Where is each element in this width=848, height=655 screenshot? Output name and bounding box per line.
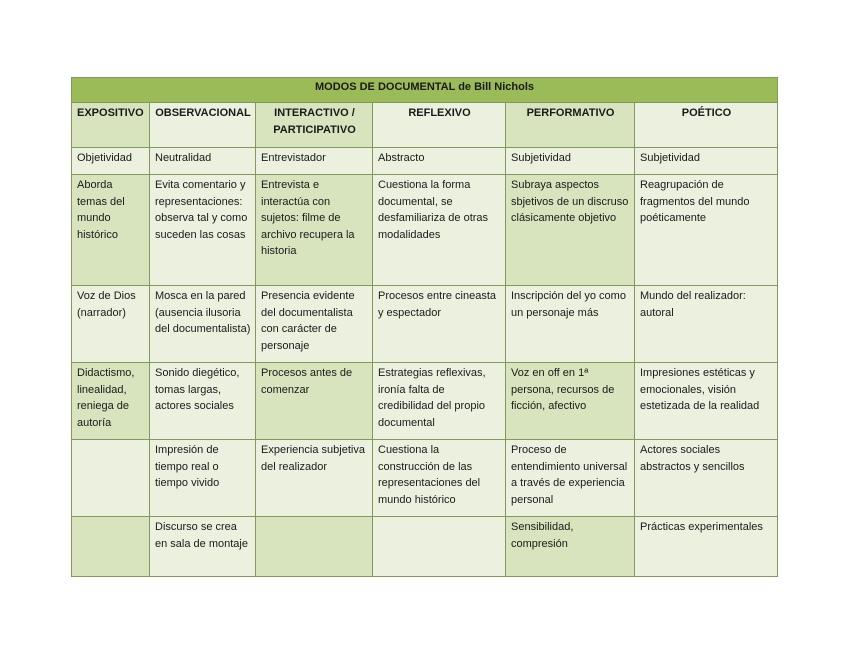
table-cell: Impresiones estéticas y emocionales, visión estetizada de la realidad (635, 363, 778, 440)
table-cell: Aborda temas del mundo histórico (72, 175, 150, 286)
table-cell: Subjetividad (635, 148, 778, 175)
table-cell: Subraya aspectos sbjetivos de un discruso clásicamente objetivo (506, 175, 635, 286)
table-cell (256, 517, 373, 577)
table-cell: Actores sociales abstractos y sencillos (635, 440, 778, 517)
table-cell: Objetividad (72, 148, 150, 175)
table-cell (373, 517, 506, 577)
table-cell: Impresión de tiempo real o tiempo vivido (150, 440, 256, 517)
table-title: MODOS DE DOCUMENTAL de Bill Nichols (72, 78, 778, 103)
table-cell: Proceso de entendimiento universal a través de experiencia personal (506, 440, 635, 517)
table-cell: Prácticas experimentales (635, 517, 778, 577)
table-cell: Estrategias reflexivas, ironía falta de credibilidad del propio documental (373, 363, 506, 440)
table-cell: Experiencia subjetiva del realizador (256, 440, 373, 517)
header-observacional: OBSERVACIONAL (150, 103, 256, 148)
header-reflexivo: REFLEXIVO (373, 103, 506, 148)
table-row (72, 517, 778, 577)
table-cell: Voz en off en 1ª persona, recursos de ficción, afectivo (506, 363, 635, 440)
table-cell: Procesos entre cineasta y espectador (373, 286, 506, 363)
table-row (72, 175, 778, 286)
table-row (72, 148, 778, 175)
table-header-row (72, 103, 778, 148)
table-cell: Evita comentario y representaciones: observa tal y como suceden las cosas (150, 175, 256, 286)
table-title-row (72, 78, 778, 103)
table-cell (72, 517, 150, 577)
table-row (72, 286, 778, 363)
table-cell: Mosca en la pared (ausencia ilusoria del documentalista) (150, 286, 256, 363)
table-row (72, 363, 778, 440)
header-performativo: PERFORMATIVO (506, 103, 635, 148)
table-cell: Didactismo, linealidad, reniega de autoría (72, 363, 150, 440)
table-cell: Cuestiona la forma documental, se desfamiliariza de otras modalidades (373, 175, 506, 286)
documentary-modes-table (71, 77, 778, 577)
table-cell: Voz de Dios (narrador) (72, 286, 150, 363)
header-expositivo: EXPOSITIVO (72, 103, 150, 148)
table-cell: Neutralidad (150, 148, 256, 175)
table-cell: Inscripción del yo como un personaje más (506, 286, 635, 363)
table-cell: Entrevistador (256, 148, 373, 175)
table-cell: Procesos antes de comenzar (256, 363, 373, 440)
header-poetico: POÉTICO (635, 103, 778, 148)
table-cell: Abstracto (373, 148, 506, 175)
table-cell: Mundo del realizador: autoral (635, 286, 778, 363)
table-row (72, 440, 778, 517)
table-cell: Cuestiona la construcción de las representaciones del mundo histórico (373, 440, 506, 517)
table-cell: Entrevista e interactúa con sujetos: filme de archivo recupera la historia (256, 175, 373, 286)
table-cell: Discurso se crea en sala de montaje (150, 517, 256, 577)
table-cell: Presencia evidente del documentalista con carácter de personaje (256, 286, 373, 363)
table-cell (72, 440, 150, 517)
table-cell: Subjetividad (506, 148, 635, 175)
header-interactivo: INTERACTIVO / PARTICIPATIVO (256, 103, 373, 148)
table-cell: Sonido diegético, tomas largas, actores sociales (150, 363, 256, 440)
table-cell: Sensibilidad, compresión (506, 517, 635, 577)
table-cell: Reagrupación de fragmentos del mundo poéticamente (635, 175, 778, 286)
